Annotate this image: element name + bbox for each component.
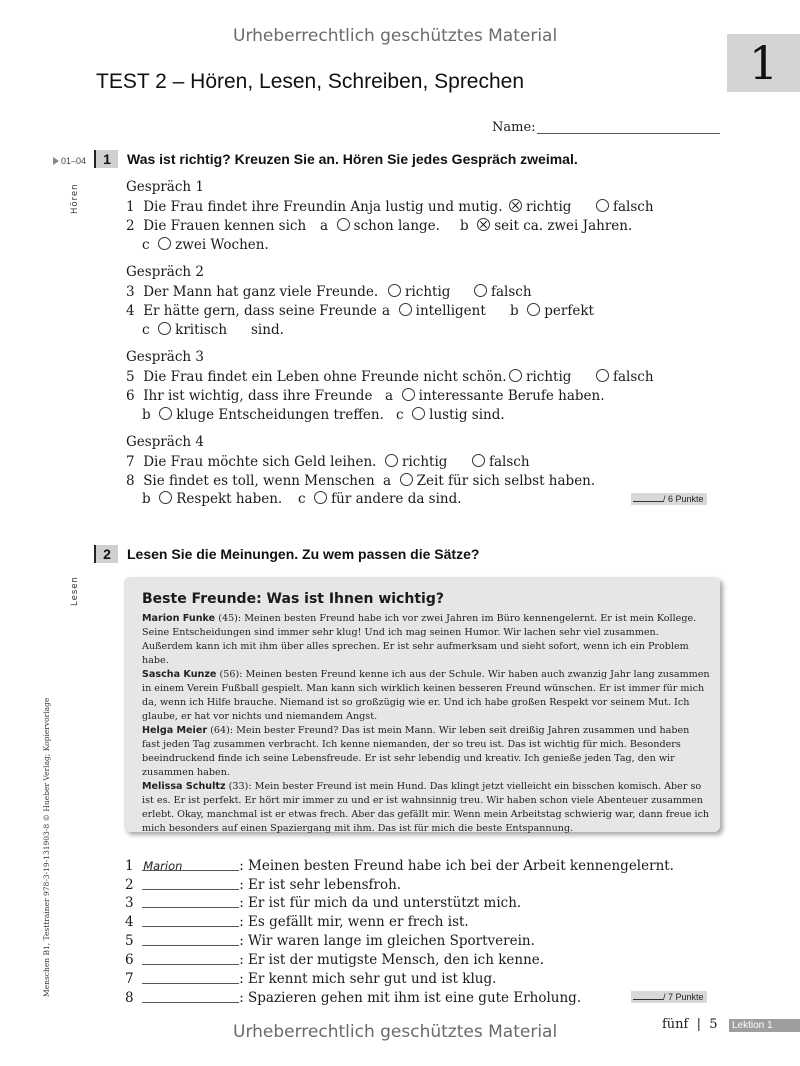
radio-circle-icon[interactable] xyxy=(399,303,412,316)
reading-title: Beste Freunde: Was ist Ihnen wichtig? xyxy=(142,591,444,607)
opinion-helga: Helga Meier (64): Mein bester Freund? Das ist mein Mann. Wir leben seit dreißig Jahren zusammen und haben fast jeden Tag zusammen verbracht. Ich kenne niemanden, der so treu ist. Das ist wichtig für mich. Besonders beeindruckend finde ich seine Lebensfreude. Er ist sehr lebendig und kreativ. Ich genieße jeden Tag, den wir zusammen haben. xyxy=(142,725,690,778)
gespraech-1-heading: Gespräch 1 xyxy=(126,179,204,195)
q8-option-c[interactable]: c für andere da sind. xyxy=(298,491,462,507)
q2-option-b[interactable]: b seit ca. zwei Jahren. xyxy=(460,218,633,234)
question-4: 4 Er hätte gern, dass seine Freunde xyxy=(126,303,377,319)
question-3: 3 Der Mann hat ganz viele Freunde. xyxy=(126,284,379,300)
gespraech-4-heading: Gespräch 4 xyxy=(126,434,204,450)
exercise-1-heading xyxy=(94,150,578,168)
exercise-1-number: 1 xyxy=(94,150,118,168)
q7-option-falsch[interactable]: falsch xyxy=(472,453,530,471)
q7-option-richtig[interactable]: richtig xyxy=(385,453,447,471)
statement-3: 3 : Er ist für mich da und unterstützt mich. xyxy=(125,895,522,911)
side-copyright: Menschen B1, Testtrainer 978-3-19-131903-8 © Hueber Verlag; Kopiervorlage xyxy=(42,697,51,997)
opinion-sascha: Sascha Kunze (56): Meinen besten Freund kenne ich aus der Schule. Wir haben auch zwanzig Jahr lang zusammen in einem Verein Fußball gespielt. Man kann sich wirklich keinen besseren Freund wünschen. Er ist immer für mich da, wenn ich Hilfe brauche. Niemand ist so großzügig wie er. Und ich habe großen Respekt vor seinem Mut. Ich glaube, er hat vor nichts und niemandem Angst. xyxy=(142,669,710,722)
exercise-2-heading xyxy=(94,545,479,563)
radio-circle-icon[interactable] xyxy=(159,407,172,420)
radio-circle-icon[interactable] xyxy=(337,218,350,231)
q3-option-falsch[interactable]: falsch xyxy=(474,283,532,301)
unit-number-badge: 1 xyxy=(727,34,800,92)
question-8: 8 Sie findet es toll, wenn Menschen xyxy=(126,473,375,489)
gespraech-3-heading: Gespräch 3 xyxy=(126,349,204,365)
question-2: 2 Die Frauen kennen sich xyxy=(126,218,307,234)
answer-field-2[interactable] xyxy=(142,876,239,890)
play-icon xyxy=(53,157,59,165)
q1-option-falsch[interactable]: falsch xyxy=(596,198,654,216)
answer-field-5[interactable] xyxy=(142,932,239,946)
radio-circle-icon[interactable] xyxy=(158,237,171,250)
page-title: TEST 2 – Hören, Lesen, Schreiben, Sprechen xyxy=(96,70,525,93)
audio-track: 01–04 xyxy=(53,156,86,166)
q4-option-b[interactable]: b perfekt xyxy=(510,303,594,319)
q8-option-b[interactable]: b Respekt haben. xyxy=(142,491,283,507)
answer-field-4[interactable] xyxy=(142,913,239,927)
q5-option-falsch[interactable]: falsch xyxy=(596,368,654,386)
points-blank[interactable] xyxy=(633,493,663,502)
question-1: 1 Die Frau findet ihre Freundin Anja lustig und mutig. xyxy=(126,199,503,215)
q1-option-richtig[interactable]: richtig xyxy=(509,198,571,216)
statement-7: 7 : Er kennt mich sehr gut und ist klug. xyxy=(125,971,497,987)
radio-circle-icon[interactable] xyxy=(400,473,413,486)
radio-circle-icon[interactable] xyxy=(474,284,487,297)
q4-option-c[interactable]: c kritisch xyxy=(142,322,228,338)
name-field[interactable] xyxy=(537,133,720,134)
radio-circle-icon[interactable] xyxy=(412,407,425,420)
checked-circle-icon[interactable] xyxy=(509,199,522,212)
page-number: fünf | 5 xyxy=(662,1017,718,1032)
q8-option-a[interactable]: a Zeit für sich selbst haben. xyxy=(383,473,596,489)
radio-circle-icon[interactable] xyxy=(158,322,171,335)
reading-body xyxy=(142,612,710,836)
answer-field-8[interactable] xyxy=(142,989,239,1003)
opinion-marion: Marion Funke (45): Meinen besten Freund habe ich vor zwei Jahren im Büro kennengelernt. Er ist mein Kollege. Seine Entscheidungen sind immer sehr klug! Und ich mag seinen Humor. Wir lachen sehr viel zusammen. Außerdem kann ich mit ihm über alles sprechen. Er ist sehr aufmerksam und sieht sofort, wenn ich ein Problem habe. xyxy=(142,613,697,666)
q6-option-c[interactable]: c lustig sind. xyxy=(396,407,505,423)
radio-circle-icon[interactable] xyxy=(159,491,172,504)
statement-1: 1 Marion : Meinen besten Freund habe ich bei der Arbeit kennengelernt. xyxy=(125,858,674,874)
gespraech-2-heading: Gespräch 2 xyxy=(126,264,204,280)
statement-5: 5 : Wir waren lange im gleichen Sportverein. xyxy=(125,933,535,949)
radio-circle-icon[interactable] xyxy=(314,491,327,504)
watermark-bottom: Urheberrechtlich geschütztes Material xyxy=(233,1022,558,1042)
q2-option-c[interactable]: c zwei Wochen. xyxy=(142,237,269,253)
exercise-2-number: 2 xyxy=(94,545,118,563)
watermark-top: Urheberrechtlich geschütztes Material xyxy=(233,26,558,46)
lektion-tab: Lektion 1 xyxy=(729,1019,800,1032)
q6-option-b[interactable]: b kluge Entscheidungen treffen. xyxy=(142,407,384,423)
question-6: 6 Ihr ist wichtig, dass ihre Freunde xyxy=(126,388,373,404)
exercise-1-instruction: Was ist richtig? Kreuzen Sie an. Hören Sie jedes Gespräch zweimal. xyxy=(127,151,578,167)
points-blank[interactable] xyxy=(633,991,663,1000)
statement-4: 4 : Es gefällt mir, wenn er frech ist. xyxy=(125,914,469,930)
radio-circle-icon[interactable] xyxy=(509,369,522,382)
q5-option-richtig[interactable]: richtig xyxy=(509,368,571,386)
q4-end: sind. xyxy=(251,322,284,338)
radio-circle-icon[interactable] xyxy=(596,369,609,382)
exercise-2-points: / 7 Punkte xyxy=(631,991,707,1003)
radio-circle-icon[interactable] xyxy=(385,454,398,467)
q3-option-richtig[interactable]: richtig xyxy=(388,283,450,301)
question-7: 7 Die Frau möchte sich Geld leihen. xyxy=(126,454,377,470)
section-label-hoeren: Hören xyxy=(70,183,80,214)
q6-option-a[interactable]: a interessante Berufe haben. xyxy=(385,388,605,404)
opinion-melissa: Melissa Schultz (33): Mein bester Freund ist mein Hund. Das klingt jetzt vielleicht ein bisschen komisch. Aber so ist es. Er ist perfekt. Er hört mir immer zu und er ist wahnsinnig treu. Wir haben schon viele Abenteuer zusammen erlebt. Okay, manchmal ist er etwas frech. Aber das gefällt mir. Wenn mein Arbeitstag schwierig war, dann freue ich mich besonders auf einen Spaziergang mit ihm. Das ist für mich die beste Entspannung. xyxy=(142,781,710,834)
statement-8: 8 : Spazieren gehen mit ihm ist eine gute Erholung. xyxy=(125,990,582,1006)
checked-circle-icon[interactable] xyxy=(477,218,490,231)
radio-circle-icon[interactable] xyxy=(388,284,401,297)
question-5: 5 Die Frau findet ein Leben ohne Freunde nicht schön. xyxy=(126,369,507,385)
answer-field-1[interactable]: Marion xyxy=(142,857,239,871)
radio-circle-icon[interactable] xyxy=(596,199,609,212)
statement-2: 2 : Er ist sehr lebensfroh. xyxy=(125,877,402,893)
q2-option-a[interactable]: a schon lange. xyxy=(320,218,440,234)
radio-circle-icon[interactable] xyxy=(527,303,540,316)
answer-field-6[interactable] xyxy=(142,951,239,965)
answer-field-3[interactable] xyxy=(142,894,239,908)
exercise-1-points: / 6 Punkte xyxy=(631,493,707,505)
exercise-2-instruction: Lesen Sie die Meinungen. Zu wem passen die Sätze? xyxy=(127,546,480,562)
q4-option-a[interactable]: a intelligent xyxy=(382,303,486,319)
name-label: Name: xyxy=(492,120,536,135)
answer-field-7[interactable] xyxy=(142,970,239,984)
statement-6: 6 : Er ist der mutigste Mensch, den ich kenne. xyxy=(125,952,545,968)
section-label-lesen: Lesen xyxy=(70,576,80,606)
radio-circle-icon[interactable] xyxy=(472,454,485,467)
radio-circle-icon[interactable] xyxy=(402,388,415,401)
